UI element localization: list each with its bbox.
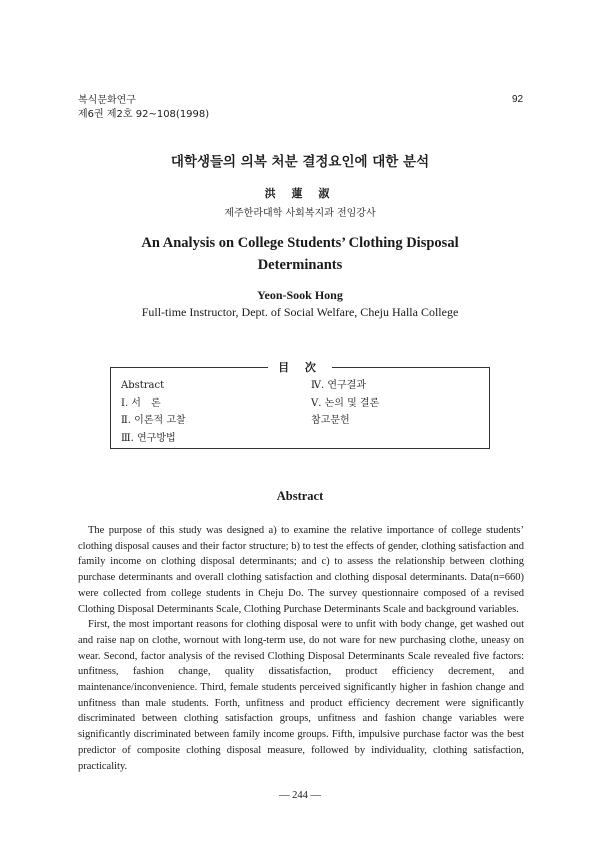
title-english	[0, 232, 600, 276]
toc-heading: 目 次	[0, 359, 600, 375]
toc-item: Ⅳ. 연구결과	[311, 380, 366, 391]
toc-item: Abstract	[121, 380, 165, 391]
toc-item: Ⅱ. 이론적 고찰	[121, 415, 186, 426]
affiliation-korean: 제주한라대학 사회복지과 전임강사	[224, 208, 376, 219]
toc-left-column	[121, 377, 186, 447]
toc-right-column	[311, 377, 379, 430]
abstract-paragraph: First, the most important reasons for clothing disposal were to unfit with body change, get washed out and raise nap on clothe, wornout with long-term use, do not ware for new purchasing clothe, uneasy on wear. Second, factor analysis of the revised Clothing Disposal Determinants Scale revealed five factors: unfitness, fashion change, quality dissatisfaction, product efficiency decrement, and maintenance/inconvenience. Third, female students perceived significantly higher in fashion change and unfitness than male students. Forth, unfitness and product efficiency decrement were significantly discriminated between clothing satisfaction groups, unfitness and fashion change variables were significantly discriminated between family income groups. Fifth, impulsive purchase factor was the best predictor of composite clothing disposal measure, followed by individuality, clothing satisfaction, practicality.	[78, 619, 524, 772]
title-english-line2: Determinants	[257, 257, 343, 273]
author-english: Yeon-Sook Hong	[257, 288, 343, 302]
abstract-heading: Abstract	[276, 489, 324, 503]
toc-item: Ⅰ. 서 론	[121, 397, 161, 409]
affiliation-english: Full-time Instructor, Dept. of Social Welfare, Cheju Halla College	[141, 305, 459, 319]
toc-item: 참고문헌	[311, 415, 350, 426]
abstract-paragraph: The purpose of this study was designed a) to examine the relative importance of college students’ clothing disposal causes and their factor structure; b) to test the effects of gender, clothing satisfaction and family income on clothing disposal determinants; and c) to assess the relationship between clothing purchase determinants and overall clothing satisfaction and clothing disposal determinants. Data(n=660) were collected from college students in Cheju Do. The survey questionnaire composed of a revised Clothing Disposal Determinants Scale, Clothing Purchase Determinants Scale and background variables.	[78, 525, 524, 615]
journal-info	[78, 94, 209, 122]
footer-page-number: — 244 —	[279, 790, 321, 801]
abstract-body	[78, 523, 524, 774]
page-number-top: 92	[512, 94, 524, 105]
toc-item: Ⅲ. 연구방법	[121, 432, 176, 444]
title-english-line1: An Analysis on College Students’ Clothing Disposal	[141, 235, 459, 251]
author-hanja: 洪 蓮 淑	[264, 187, 336, 200]
toc-item: Ⅴ. 논의 및 결론	[311, 397, 380, 409]
journal-volume: 제6권 제2호 92~108(1998)	[78, 109, 210, 120]
title-korean: 대학생들의 의복 처분 결정요인에 대한 분석	[170, 154, 430, 170]
journal-name: 복식문화연구	[78, 95, 136, 106]
